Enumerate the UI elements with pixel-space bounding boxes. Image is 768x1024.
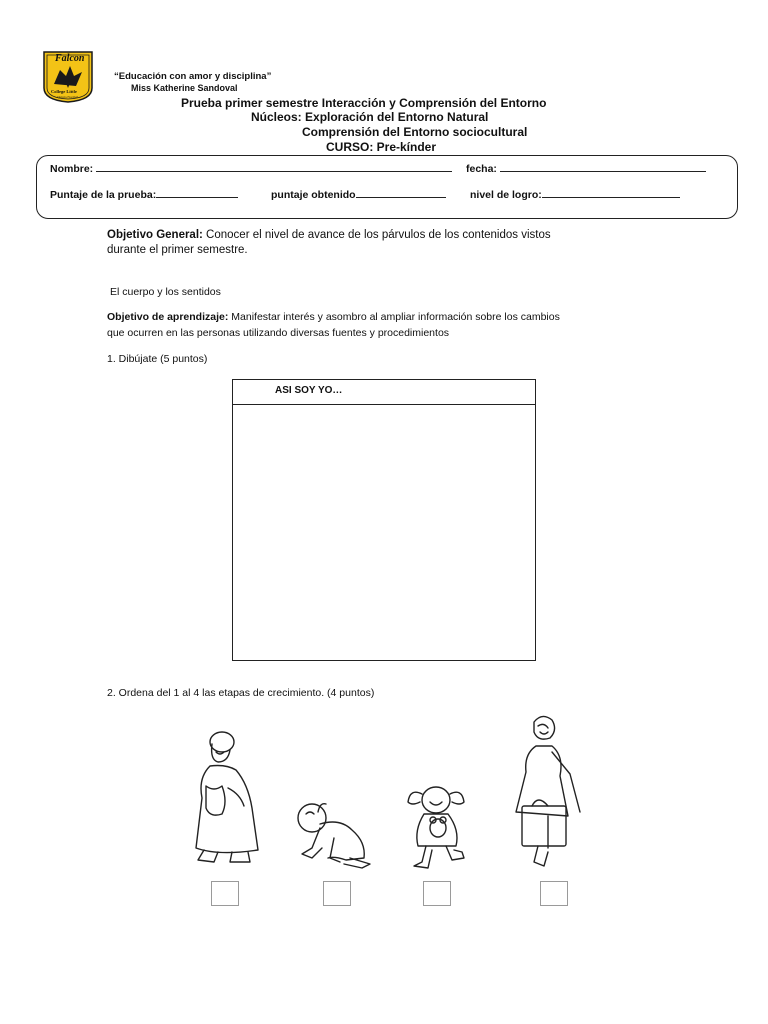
achievement-label: nivel de logro: xyxy=(470,189,542,201)
test-title: Prueba primer semestre Interacción y Comprensión del Entorno xyxy=(181,96,547,110)
order-box-1[interactable] xyxy=(211,881,239,906)
drawing-box-title: ASI SOY YO… xyxy=(275,385,343,396)
achievement-field[interactable] xyxy=(470,188,680,201)
general-objective-text-2: durante el primer semestre. xyxy=(107,244,248,256)
crawling-baby-icon xyxy=(290,798,376,877)
logo-bottom-text: College Little xyxy=(51,89,77,94)
obtained-score-field[interactable] xyxy=(271,188,446,201)
test-score-label: Puntaje de la prueba: xyxy=(50,189,157,201)
school-logo-icon xyxy=(40,48,96,104)
obtained-score-line[interactable] xyxy=(356,188,446,198)
achievement-line[interactable] xyxy=(542,188,680,198)
date-line[interactable] xyxy=(500,162,706,172)
learning-objective-text-2: que ocurren en las personas utilizando diversas fuentes y procedimientos xyxy=(107,327,450,339)
elderly-woman-icon xyxy=(188,728,268,873)
logo-top-text: Falcon xyxy=(55,53,85,64)
section-title: El cuerpo y los sentidos xyxy=(110,286,221,298)
logo-tagline: Quinta Normal xyxy=(57,95,79,99)
name-label: Nombre: xyxy=(50,163,94,175)
obtained-score-label: puntaje obtenido xyxy=(271,189,356,201)
test-score-field[interactable] xyxy=(50,188,238,201)
test-score-line[interactable] xyxy=(156,188,238,198)
question-2: 2. Ordena del 1 al 4 las etapas de crecimiento. (4 puntos) xyxy=(107,687,375,699)
general-objective-text-1: Conocer el nivel de avance de los párvulos de los contenidos vistos xyxy=(202,229,551,241)
adult-woman-with-bag-icon xyxy=(508,712,586,877)
teacher-name: Miss Katherine Sandoval xyxy=(131,83,238,93)
name-line[interactable] xyxy=(96,162,452,172)
date-field[interactable] xyxy=(466,162,706,175)
general-objective-label: Objetivo General: xyxy=(107,229,203,241)
learning-objective-label: Objetivo de aprendizaje: xyxy=(107,311,229,323)
name-field[interactable] xyxy=(50,162,452,175)
question-1: 1. Dibújate (5 puntos) xyxy=(107,353,208,365)
order-box-3[interactable] xyxy=(423,881,451,906)
order-box-2[interactable] xyxy=(323,881,351,906)
drawing-box-divider xyxy=(233,404,535,405)
general-objective xyxy=(107,229,551,241)
course-label: CURSO: Pre-kínder xyxy=(326,140,437,154)
learning-objective xyxy=(107,311,560,323)
nucleos-second-line: Comprensión del Entorno sociocultural xyxy=(302,125,528,139)
little-girl-with-teddy-icon xyxy=(402,780,472,877)
self-drawing-box[interactable] xyxy=(232,379,536,661)
order-box-4[interactable] xyxy=(540,881,568,906)
nucleos-line: Núcleos: Exploración del Entorno Natural xyxy=(251,110,489,124)
school-motto: “Educación con amor y disciplina” xyxy=(114,71,272,82)
learning-objective-text-1: Manifestar interés y asombro al ampliar información sobre los cambios xyxy=(228,311,560,323)
date-label: fecha: xyxy=(466,163,497,175)
